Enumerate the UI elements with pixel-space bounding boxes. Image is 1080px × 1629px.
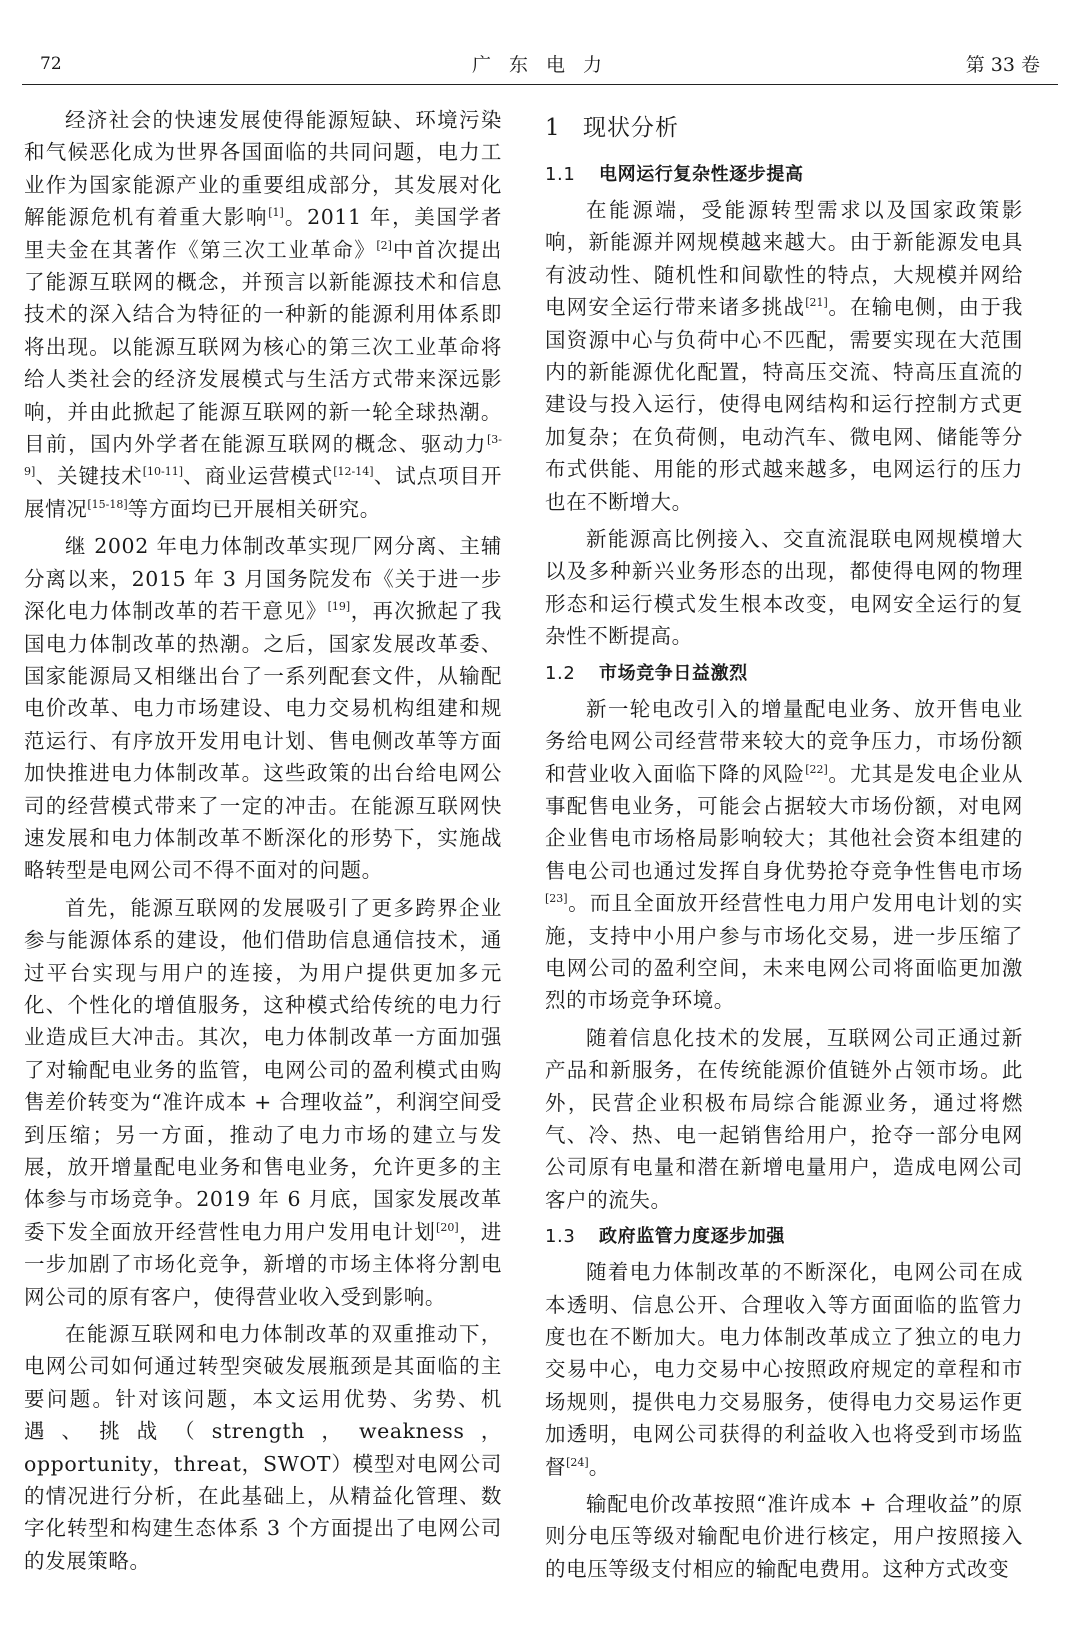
paragraph-text: 、商业运营模式 <box>182 464 334 489</box>
page-number: 72 <box>40 54 62 74</box>
paragraph-text: 新能源高比例接入、交直流混联电网规模增大以及多种新兴业务形态的出现，都使得电网的物理形态和运行模式发生根本改变，电网安全运行的复杂性不断提高。 <box>545 527 1023 649</box>
citation-superscript: [23] <box>545 892 568 906</box>
paragraph-text: 在能源端，受能源转型需求以及国家政策影响，新能源并网规模越来越大。由于新能源发电具有波动性、随机性和间歇性的特点，大规模并网给电网安全运行带来诸多挑战 <box>545 198 1023 320</box>
citation-superscript: [19] <box>327 600 351 614</box>
left-column <box>24 96 502 1582</box>
paragraph-text: ，再次掀起了我国电力体制改革的热潮。之后，国家发展改革委、国家能源局又相继出台了一系列配套文件，从输配电价改革、电力市场建设、电力交易机构组建和规范运行、有序放开发用电计划、售电侧改革等方面加快推进电力体制改革。这些政策的出台给电网公司的经营模式带来了一定的冲击。在能源互联网快速发展和电力体制改革不断深化的形势下，实施战略转型是电网公司不得不面对的问题。 <box>24 599 503 883</box>
body-paragraph <box>545 523 1023 653</box>
citation-superscript: [24] <box>566 1455 589 1469</box>
subsection-heading <box>545 160 1023 190</box>
body-paragraph <box>545 1022 1023 1216</box>
paragraph-text: 随着信息化技术的发展，互联网公司正通过新产品和新服务，在传统能源价值链外占领市场。此外，民营企业积极布局综合能源业务，通过将燃气、冷、热、电一起销售给用户，抢夺一部分电网公司原有电量和潜在新增电量用户，造成电网公司客户的流失。 <box>545 1025 1023 1212</box>
subsection-title: 电网运行复杂性逐步提高 <box>599 164 804 185</box>
paragraph-text: 。尤其是发电企业从事配售电业务，可能会占据较大市场份额，对电网企业售电市场格局影响较大；其他社会资本组建的售电公司也通过发挥自身优势抢夺竞争性售电市场 <box>545 761 1023 883</box>
section-heading <box>545 110 1023 146</box>
paragraph-text: 中首次提出了能源互联网的概念，并预言以新能源技术和信息技术的深入结合为特征的一种新的能源利用体系即将出现。以能源互联网为核心的第三次工业革命将给人类社会的经济发展模式与生活方式带来深远影响，并由此掀起了能源互联网的新一轮全球热潮。目前，国内外学者在能源互联网的概念、驱动力 <box>24 237 503 457</box>
citation-superscript: [3-9] <box>24 433 502 479</box>
paragraph-text: 。 <box>588 1454 610 1479</box>
body-paragraph <box>24 1318 502 1577</box>
paragraph-text: 。而且全面放开经营性电力用户发用电计划的实施，支持中小用户参与市场化交易，进一步压缩了电网公司的盈利空间，未来电网公司将面临更加激烈的市场竞争环境。 <box>545 891 1023 1013</box>
subsection-title: 市场竞争日益激烈 <box>599 662 748 684</box>
citation-superscript: [15-18] <box>87 497 128 511</box>
body-paragraph <box>545 194 1023 518</box>
paragraph-text: 随着电力体制改革的不断深化，电网公司在成本透明、信息公开、合理收入等方面面临的监管力度也在不断加大。电力体制改革成立了独立的电力交易中心，电力交易中心按照政府规定的章程和市场规则，提供电力交易服务，使得电力交易运作更加透明，电网公司获得的利益收入也将受到市场监督 <box>545 1260 1023 1479</box>
citation-superscript: [10-11] <box>142 465 183 479</box>
paragraph-text: 新一轮电改引入的增量配电业务、放开售电业务给电网公司经营带来较大的竞争压力，市场份额和营业收入面临下降的风险 <box>545 696 1023 786</box>
paragraph-text: 首先，能源互联网的发展吸引了更多跨界企业参与能源体系的建设，他们借助信息通信技术，通过平台实现与用户的连接，为用户提供更加多元化、个性化的增值服务，这种模式给传统的电力行业造成巨大冲击。其次，电力体制改革一方面加强了对输配电业务的监管，电网公司的盈利模式由购售差价转变为“准许成本 + 合理收益”，利润空间受到压缩；另一方面，推动了电力市场的建立与发展，放开增量配电业务和售电业务，允许更多的主体参与市场竞争。2019 年 6 月底，国家发展改革委下发全面放开经营性电力用户发用电计划 <box>24 895 502 1244</box>
subsection-heading <box>545 659 1023 689</box>
paragraph-text: 输配电价改革按照“准许成本 + 合理收益”的原则分电压等级对输配电价进行核定，用户按照接入的电压等级支付相应的输配电费用。这种方式改变 <box>545 1492 1023 1581</box>
citation-superscript: [20] <box>436 1220 459 1234</box>
citation-superscript: [2] <box>376 238 392 252</box>
body-paragraph <box>545 1256 1023 1483</box>
section-number: 1 <box>545 115 561 141</box>
paragraph-text: ，进一步加剧了市场化竞争，新增的市场主体将分割电网公司的原有客户，使得营业收入受到影响。 <box>24 1219 502 1309</box>
paragraph-text: 。在输电侧，由于我国资源中心与负荷中心不匹配，需要实现在大范围内的新能源优化配置，特高压交流、特高压直流的建设与投入运行，使得电网结构和运行控制方式更加复杂；在负荷侧，电动汽车、微电网、储能等分布式供能、用能的形式越来越多，电网运行的压力也在不断增大。 <box>545 295 1023 514</box>
paragraph-text: 经济社会的快速发展使得能源短缺、环境污染和气候恶化成为世界各国面临的共同问题，电力工业作为国家能源产业的重要组成部分，其发展对化解能源危机有着重大影响 <box>24 108 502 230</box>
right-column <box>545 96 1023 1590</box>
subsection-number: 1.1 <box>545 164 576 185</box>
citation-superscript: [21] <box>805 296 828 310</box>
body-paragraph <box>545 1488 1023 1585</box>
journal-title: 广 东 电 力 <box>471 54 609 76</box>
citation-superscript: [1] <box>268 206 284 220</box>
subsection-number: 1.3 <box>545 1226 576 1248</box>
paragraph-text: 等方面均已开展相关研究。 <box>127 496 381 521</box>
page-header <box>22 50 1058 85</box>
paragraph-text: 、试点项目开展情况 <box>24 464 502 521</box>
body-paragraph <box>545 693 1023 1017</box>
subsection-title: 政府监管力度逐步加强 <box>599 1226 785 1248</box>
body-paragraph <box>24 892 502 1313</box>
volume-label: 第 33 卷 <box>965 54 1040 76</box>
section-title: 现状分析 <box>583 115 679 141</box>
subsection-heading <box>545 1222 1023 1252</box>
paragraph-text: 在能源互联网和电力体制改革的双重推动下，电网公司如何通过转型突破发展瓶颈是其面临的主要问题。针对该问题，本文运用优势、劣势、机遇、挑战（strength，weakness，opportunity，threat，SWOT）模型对电网公司的情况进行分析，在此基础上，从精益化管理、数字化转型和构建生态体系 3 个方面提出了电网公司的发展策略。 <box>24 1322 502 1573</box>
citation-superscript: [12-14] <box>333 465 374 479</box>
subsection-number: 1.2 <box>545 662 576 684</box>
paragraph-text: 、关键技术 <box>35 464 143 489</box>
paragraph-text: 。2011 年，美国学者里夫金在其著作《第三次工业革命》 <box>24 205 502 262</box>
citation-superscript: [22] <box>805 762 828 776</box>
body-paragraph <box>24 530 502 886</box>
body-paragraph <box>24 104 502 525</box>
paragraph-text: 继 2002 年电力体制改革实现厂网分离、主辅分离以来，2015 年 3 月国务院发布《关于进一步深化电力体制改革的若干意见》 <box>24 534 502 624</box>
